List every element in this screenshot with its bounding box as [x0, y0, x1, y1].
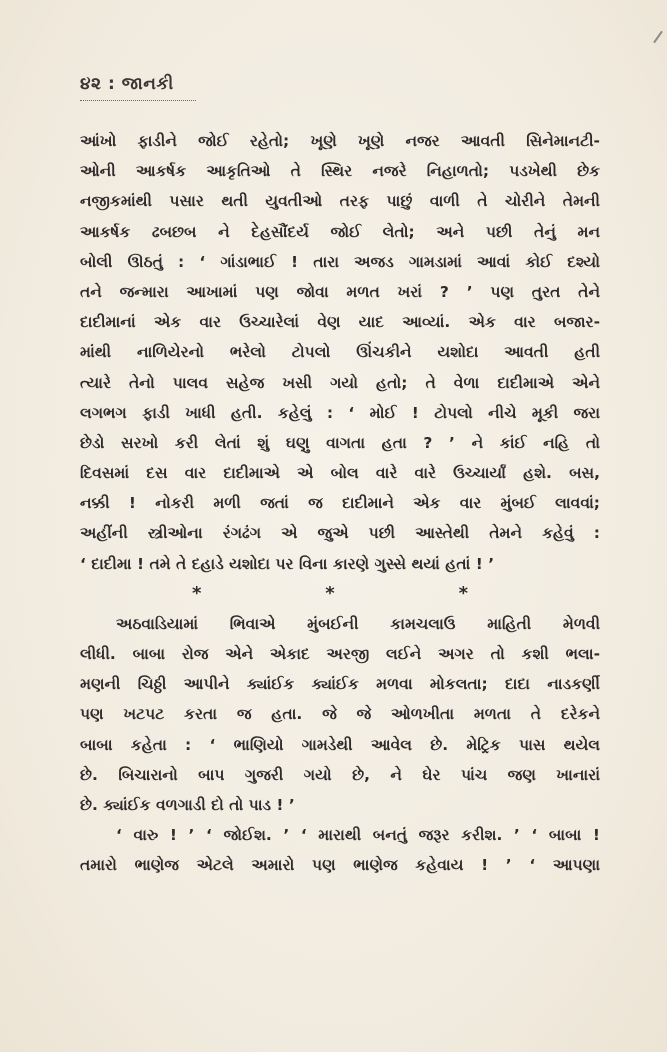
pencil-mark [653, 31, 663, 44]
text-line: દાદીમાનાં એક વાર ઉચ્ચારેલાં વેણ યાદ આવ્યાં. એક વાર બજાર- [80, 313, 600, 332]
text-line: બોલી ઊઠતું : ‘ ગાંડાભાઈ ! તારા અજડ ગામડામાં આવાં કોઈ દશ્યો [80, 252, 600, 271]
text-line: નજીકમાંથી પસાર થતી યુવતીઓ તરફ પાછું વાળી તે ચોરીને તેમની [80, 192, 600, 211]
paragraph-3 [80, 820, 600, 880]
text-line: દિવસમાં દસ વાર દાદીમાએ એ બોલ વારે વારે ઉચ્ચાર્યાં હશે. બસ, [80, 464, 600, 483]
section-break-star: * [191, 582, 202, 604]
text-line: લગભગ ફાડી ખાધી હતી. કહેલું : ‘ મોઈ ! ટોપલો નીચે મૂકી જરા [80, 403, 600, 422]
text-line: નક્કી ! નોકરી મળી જતાં જ દાદીમાને એક વાર મુંબઈ લાવવાં; [80, 494, 600, 513]
section-break-star: * [458, 582, 469, 604]
section-break-star: * [325, 582, 335, 604]
text-line: બાબા કહેતા : ‘ ભાણિયો ગામડેથી આવેલ છે. મેટ્રિક પાસ થયેલ [80, 735, 600, 754]
text-line: પણ ખટપટ કરતા જ હતા. જે જે ઓળખીતા મળતા તે દરેકને [80, 705, 600, 724]
running-header [80, 74, 174, 94]
header-rule [80, 100, 196, 101]
page-number: ૪૨ [80, 74, 102, 94]
text-line: આંખો ફાડીને જોઈ રહેતો; ખૂણે ખૂણે નજર આવતી સિનેમાનટી- [80, 132, 600, 150]
text-line: માંથી નાળિયેરનો ભરેલો ટોપલો ઊંચકીને યશોદા આવતી હતી [80, 343, 600, 362]
text-line: છે. ક્યાંઈક વળગાડી દો તો પાડ ! ’ [80, 795, 295, 814]
text-line: તમારો ભાણેજ એટલે અમારો પણ ભાણેજ કહેવાય ! ’ ‘ આપણા [80, 856, 600, 875]
text-line: તને જન્મારા આખામાં પણ જોવા મળત ખરાં ? ’ પણ તુરત તેને [80, 282, 600, 301]
page-body [80, 126, 600, 881]
text-line: ત્યારે તેનો પાલવ સહેજ ખસી ગયો હતો; તે વેળા દાદીમાએ એને [80, 373, 600, 392]
paragraph-2 [80, 609, 600, 820]
paragraph-1 [80, 126, 600, 579]
text-line: ‘ વારુ ! ’ ‘ જોઈશ. ’ ‘ મારાથી બનતું જરૂર કરીશ. ’ ‘ બાબા ! [116, 826, 600, 845]
text-line: અઠવાડિયામાં ભિવાએ મુંબઈની કામચલાઉ માહિતી મેળવી [116, 614, 600, 633]
text-line: આકર્ષક ઢબછબ ને દેહસૌંદર્ય જોઈ લેતો; અને પછી તેનું મન [80, 222, 600, 241]
text-line: છેડો સરખો કરી લેતાં શું ઘણુ વાગતા હતા ? ’ ને કાંઈ નહિ તો [80, 433, 600, 452]
text-line: ‘ દાદીમા ! તમે તે દહાડે યશોદા પર વિના કારણે ગુસ્સે થયાં હતાં ! ’ [80, 554, 495, 573]
text-line: મણની ચિઠ્ઠી આપીને ક્યાંઈક ક્યાંઈક મળવા મોકલતા; દાદા નાડકર્ણી [80, 675, 600, 694]
text-line: અહીંની સ્ત્રીઓના રંગઢંગ એ જુએ પછી આસ્તેથી તેમને કહેવું : [80, 524, 600, 543]
running-title: જાનકી [121, 74, 174, 94]
text-line: ઓની આકર્ષક આકૃતિઓ તે સ્થિર નજરે નિહાળતો; પડખેથી છેક [80, 162, 600, 181]
section-break [80, 579, 600, 609]
text-line: છે. બિચારાનો બાપ ગુજરી ગયો છે, ને ઘેર પાંચ જણ ખાનારાં [80, 765, 600, 784]
text-line: લીધી. બાબા રોજ એને એકાદ અરજી લઈને અગર તો કશી ભલા- [80, 645, 600, 663]
header-separator: : [107, 74, 116, 94]
